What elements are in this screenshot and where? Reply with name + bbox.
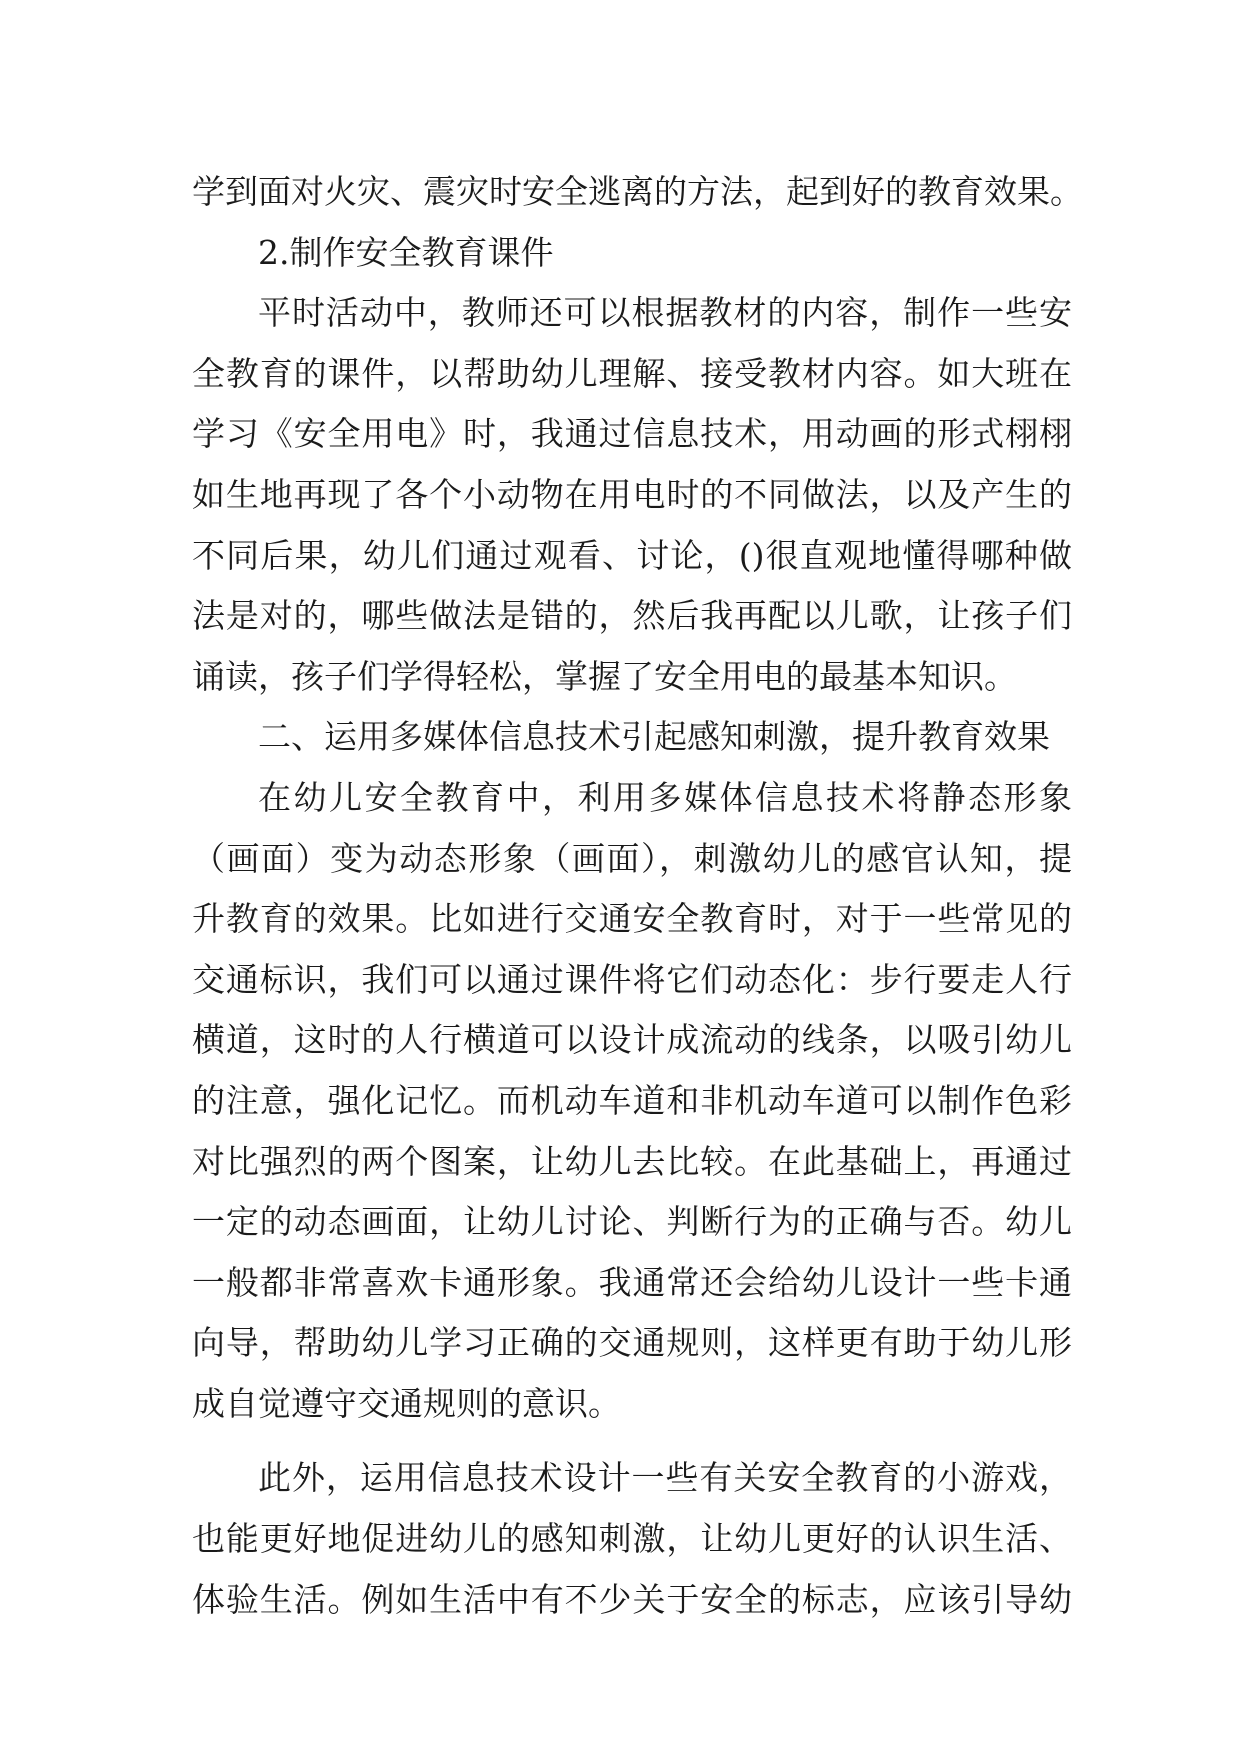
section-heading: 2.制作安全教育课件 <box>258 232 554 272</box>
text-line: 对比强烈的两个图案，让幼儿去比较。在此基础上，再通过 <box>192 1141 1072 1181</box>
text-line: 如生地再现了各个小动物在用电时的不同做法，以及产生的 <box>192 474 1072 514</box>
body-text <box>192 162 1083 1630</box>
text-line: 学习《安全用电》时，我通过信息技术，用动画的形式栩栩 <box>192 414 1072 454</box>
text-line: 平时活动中，教师还可以根据教材的内容，制作一些安 <box>258 293 1072 333</box>
text-line: 学到面对火灾、震灾时安全逃离的方法，起到好的教育效果。 <box>192 172 1083 211</box>
text-line: 一般都非常喜欢卡通形象。我通常还会给幼儿设计一些卡通 <box>192 1262 1072 1302</box>
text-line: 升教育的效果。比如进行交通安全教育时，对于一些常见的 <box>192 899 1072 939</box>
text-line: 一定的动态画面，让幼儿讨论、判断行为的正确与否。幼儿 <box>192 1202 1072 1242</box>
text-line: 也能更好地促进幼儿的感知刺激，让幼儿更好的认识生活、 <box>192 1519 1072 1559</box>
section-heading: 二、运用多媒体信息技术引起感知刺激，提升教育效果 <box>258 717 1050 757</box>
text-line: 不同后果，幼儿们通过观看、讨论，()很直观地懂得哪种做 <box>192 535 1072 575</box>
text-line: 诵读，孩子们学得轻松，掌握了安全用电的最基本知识。 <box>192 656 1017 696</box>
text-line: 全教育的课件，以帮助幼儿理解、接受教材内容。如大班在 <box>192 353 1072 393</box>
text-line: 此外，运用信息技术设计一些有关安全教育的小游戏， <box>258 1458 1072 1498</box>
text-line: 法是对的，哪些做法是错的，然后我再配以儿歌，让孩子们 <box>192 596 1072 636</box>
text-line: 成自觉遵守交通规则的意识。 <box>192 1383 621 1423</box>
text-line: 在幼儿安全教育中，利用多媒体信息技术将静态形象 <box>258 777 1072 817</box>
text-line: 体验生活。例如生活中有不少关于安全的标志，应该引导幼 <box>192 1579 1072 1619</box>
text-line: 交通标识，我们可以通过课件将它们动态化：步行要走人行 <box>192 959 1072 999</box>
text-line: （画面）变为动态形象（画面），刺激幼儿的感官认知，提 <box>192 838 1072 878</box>
text-line: 向导，帮助幼儿学习正确的交通规则，这样更有助于幼儿形 <box>192 1323 1072 1363</box>
text-line: 的注意，强化记忆。而机动车道和非机动车道可以制作色彩 <box>192 1080 1072 1120</box>
text-line: 横道，这时的人行横道可以设计成流动的线条，以吸引幼儿 <box>192 1020 1072 1060</box>
